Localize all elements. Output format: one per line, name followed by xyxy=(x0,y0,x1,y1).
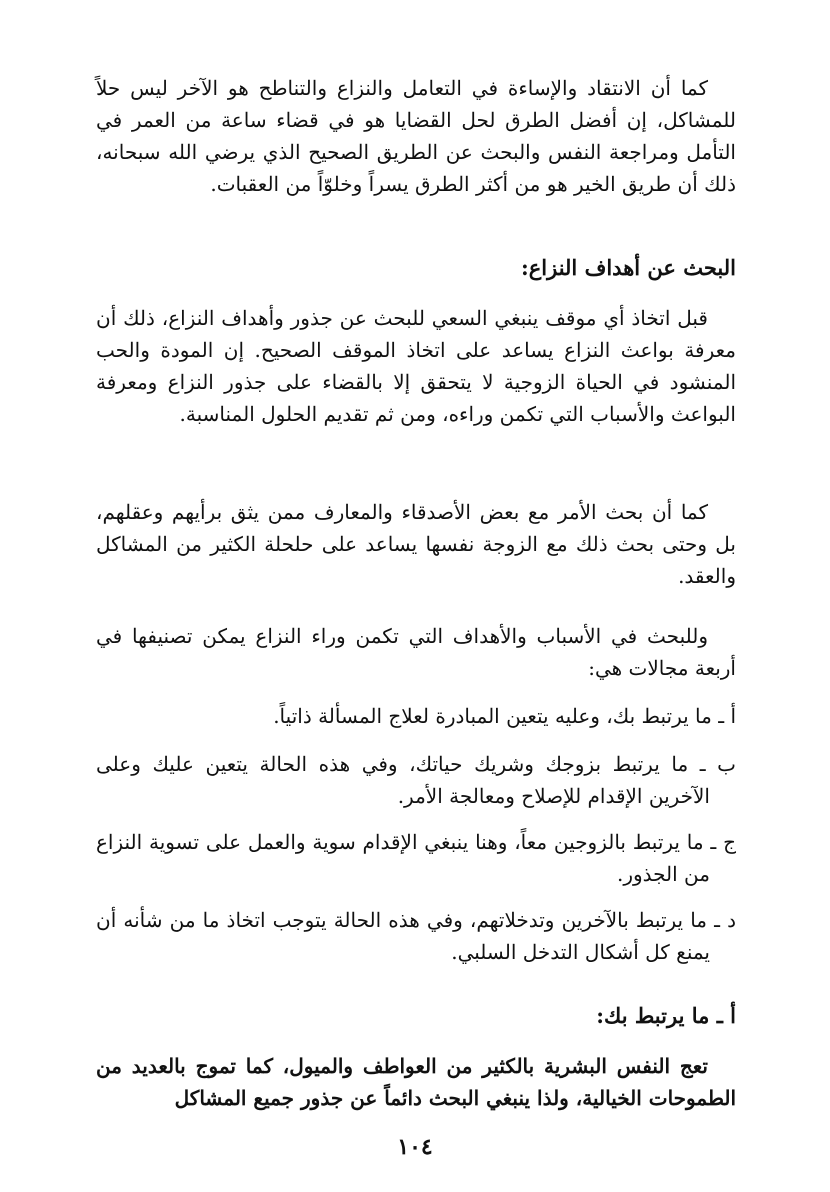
paragraph-roots: قبل اتخاذ أي موقف ينبغي السعي للبحث عن جذور وأهداف النزاع، ذلك أن معرفة بواعث النزاع يساعد على اتخاذ الموقف الصحيح. إن المودة والحب المنشود في الحياة الزوجية لا يتحقق إلا بالقضاء على جذور النزاع ومعرفة البواعث والأسباب التي تكمن وراءه، ومن ثم تقديم الحلول المناسبة. xyxy=(96,306,736,426)
heading-self-related: أ ـ ما يرتبط بك: xyxy=(596,1003,736,1028)
list-item-d: د ـ ما يرتبط بالآخرين وتدخلاتهم، وفي هذه الحالة يتوجب اتخاذ ما من شأنه أن يمنع كل أشكال التدخل السلبي. xyxy=(96,908,736,964)
paragraph-friends: كما أن بحث الأمر مع بعض الأصدقاء والمعارف ممن يثق برأيهم وعقلهم، بل وحتى بحث ذلك مع الزوجة نفسها يساعد على حلحلة الكثير من المشاكل والعقد. xyxy=(96,500,736,588)
heading-search-goals: البحث عن أهداف النزاع: xyxy=(520,255,736,280)
list-item-b: ب ـ ما يرتبط بزوجك وشريك حياتك، وفي هذه الحالة يتعين عليك وعلى الآخرين الإقدام للإصلاح ومعالجة الأمر. xyxy=(96,752,736,808)
paragraph-categories-intro: وللبحث في الأسباب والأهداف التي تكمن وراء النزاع يمكن تصنيفها في أربعة مجالات هي: xyxy=(96,624,736,680)
paragraph-self-body: تعج النفس البشرية بالكثير من العواطف والميول، كما تموج بالعديد من الطموحات الخيالية، ولذا ينبغي البحث دائماً عن جذور جميع المشاكل xyxy=(96,1054,736,1110)
list-item-c: ج ـ ما يرتبط بالزوجين معاً، وهنا ينبغي الإقدام سوية والعمل على تسوية النزاع من الجذور. xyxy=(96,830,736,886)
list-item-a: أ ـ ما يرتبط بك، وعليه يتعين المبادرة لعلاج المسألة ذاتياً. xyxy=(273,704,736,728)
paragraph-intro: كما أن الانتقاد والإساءة في التعامل والنزاع والتناطح هو الآخر ليس حلاً للمشاكل، إن أفضل الطرق لحل القضايا هو في قضاء ساعة من العمر في التأمل ومراجعة النفس والبحث عن الطريق الصحيح الذي يرضي الله سبحانه، ذلك أن طريق الخير هو من أكثر الطرق يسراً وخلوّاً من العقبات. xyxy=(96,76,736,196)
page-number: ١٠٤ xyxy=(397,1134,433,1160)
